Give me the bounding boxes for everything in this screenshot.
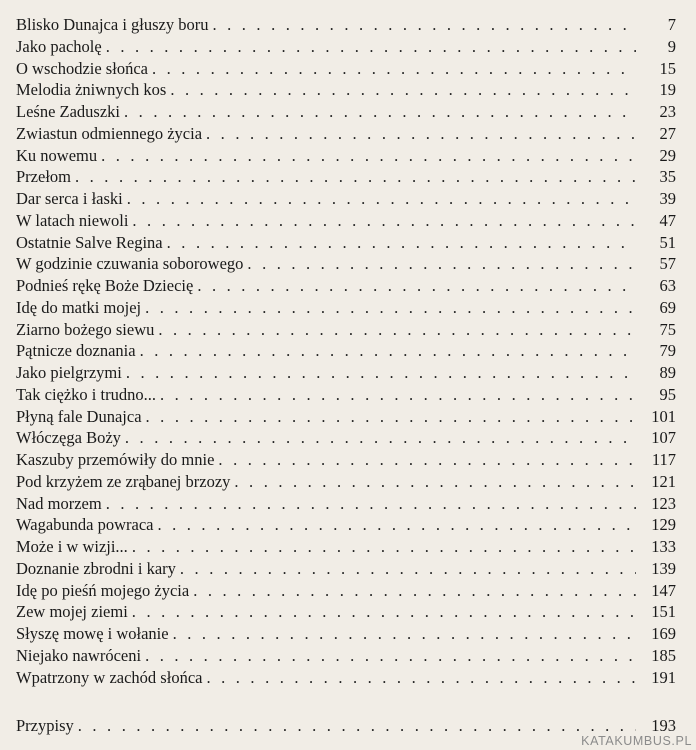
- toc-entry[interactable]: [16, 645, 676, 667]
- toc-entry[interactable]: [16, 471, 676, 493]
- toc-entry-page: 23: [659, 102, 676, 121]
- toc-entry-title: Jako pielgrzymi: [16, 363, 122, 382]
- watermark: KATAKUMBUS.PL: [581, 734, 692, 748]
- toc-entry-title: Leśne Zaduszki: [16, 102, 121, 121]
- dot-leader: [140, 340, 636, 362]
- dot-leader: [157, 514, 636, 536]
- dot-leader: [106, 36, 636, 58]
- toc-entry-page: 51: [659, 232, 676, 252]
- toc-entry-title: Nad morzem: [16, 493, 102, 513]
- dot-leader: [101, 145, 636, 167]
- toc-entry[interactable]: [16, 58, 676, 80]
- dot-leader: [197, 275, 636, 297]
- toc-entry-page: 9: [667, 36, 676, 56]
- toc-entry-footnotes[interactable]: [16, 715, 676, 737]
- toc-entry[interactable]: [16, 493, 676, 515]
- toc-entry[interactable]: [16, 166, 676, 188]
- toc-entry-title: Zew mojej ziemi: [16, 602, 128, 622]
- dot-leader: [106, 493, 636, 515]
- toc-entry-page: 57: [659, 254, 676, 274]
- toc-entry-page: 35: [659, 167, 676, 187]
- toc-entry[interactable]: [16, 601, 676, 623]
- toc-entry-title: Ziarno bożego siewu: [16, 319, 155, 339]
- toc-entry[interactable]: [16, 580, 676, 602]
- toc-entry-page: 107: [651, 428, 676, 448]
- toc-entry[interactable]: [16, 14, 676, 36]
- toc-entries: [16, 14, 676, 688]
- toc-entry[interactable]: [16, 123, 676, 145]
- dot-leader: [145, 297, 636, 319]
- toc-entry[interactable]: [16, 297, 676, 319]
- toc-entry-title: Tak ciężko i trudno...: [16, 384, 156, 404]
- toc-entry-page: 123: [651, 493, 676, 513]
- toc-entry[interactable]: [16, 449, 676, 471]
- dot-leader: [180, 558, 636, 580]
- toc-entry-title: Wagabunda powraca: [16, 515, 154, 535]
- toc-entry[interactable]: [16, 536, 676, 558]
- dot-leader: [247, 253, 636, 275]
- toc-entry-page: 95: [659, 384, 676, 404]
- toc-entry[interactable]: [16, 79, 676, 101]
- toc-entry[interactable]: [16, 558, 676, 580]
- toc-entry[interactable]: [16, 384, 676, 406]
- dot-leader: [218, 449, 636, 471]
- toc-entry-page: 75: [659, 319, 676, 339]
- toc-entry-title: Zwiastun odmiennego życia: [16, 123, 203, 143]
- toc-entry-title: Melodia żniwnych kos: [16, 80, 167, 100]
- dot-leader: [145, 645, 636, 667]
- toc-entry-title: Dar serca i łaski: [16, 189, 123, 208]
- dot-leader: [75, 166, 636, 188]
- toc-entry-title: Pod krzyżem ze zrąbanej brzozy: [16, 471, 231, 491]
- toc-entry-page: 191: [651, 667, 676, 687]
- toc-entry-title: W godzinie czuwania soborowego: [16, 254, 244, 274]
- toc-entry-page: 47: [659, 210, 676, 230]
- toc-entry[interactable]: [16, 514, 676, 536]
- toc-entry-title: Włóczęga Boży: [16, 428, 121, 448]
- dot-leader: [126, 362, 636, 384]
- dot-leader: [132, 210, 636, 232]
- dot-leader: [173, 623, 636, 645]
- dot-leader: [160, 384, 636, 406]
- toc-entry-page: 117: [651, 450, 676, 469]
- toc-entry[interactable]: [16, 232, 676, 254]
- dot-leader: [125, 427, 636, 449]
- toc-entry-page: 193: [651, 716, 676, 736]
- toc-entry-page: 129: [651, 515, 676, 535]
- toc-entry-page: 79: [659, 341, 676, 361]
- toc-entry[interactable]: [16, 623, 676, 645]
- toc-entry[interactable]: [16, 253, 676, 275]
- toc-entry-title: Słyszę mowę i wołanie: [16, 624, 169, 643]
- toc-entry-title: Blisko Dunajca i głuszy boru: [16, 15, 209, 34]
- toc-entry-title: Niejako nawróceni: [16, 645, 142, 665]
- toc-entry-page: 133: [651, 537, 676, 556]
- toc-entry[interactable]: [16, 319, 676, 341]
- toc-entry-page: 139: [651, 558, 676, 578]
- toc-entry[interactable]: [16, 340, 676, 362]
- dot-leader: [212, 14, 636, 36]
- dot-leader: [193, 580, 636, 602]
- dot-leader: [206, 667, 636, 689]
- toc-entry-title: Przypisy: [16, 716, 74, 736]
- toc-entry-page: 15: [659, 58, 676, 78]
- toc-entry-title: W latach niewoli: [16, 210, 129, 230]
- toc-entry-title: Może i w wizji...: [16, 537, 128, 556]
- toc-entry[interactable]: [16, 210, 676, 232]
- dot-leader: [206, 123, 636, 145]
- toc-entry-title: Idę po pieśń mojego życia: [16, 580, 190, 600]
- toc-entry-title: Idę do matki mojej: [16, 297, 142, 317]
- dot-leader: [78, 715, 636, 737]
- toc-entry-page: 101: [651, 406, 676, 426]
- toc-separator: [16, 688, 676, 715]
- dot-leader: [152, 58, 636, 80]
- toc-entry-page: 7: [667, 15, 676, 34]
- toc-entry-title: Kaszuby przemówiły do mnie: [16, 450, 215, 469]
- toc-entry-title: Przełom: [16, 167, 71, 187]
- toc-entry[interactable]: [16, 101, 676, 123]
- dot-leader: [158, 319, 636, 341]
- toc-entry-page: 19: [659, 80, 676, 100]
- toc-entry-page: 89: [659, 363, 676, 382]
- toc-entry-title: Ostatnie Salve Regina: [16, 232, 163, 252]
- toc-entry[interactable]: [16, 36, 676, 58]
- dot-leader: [167, 232, 636, 254]
- toc-entry-title: Wpatrzony w zachód słońca: [16, 667, 203, 687]
- toc-entry-title: Jako pacholę: [16, 36, 102, 56]
- toc-entry-title: Podnieś rękę Boże Dziecię: [16, 276, 194, 295]
- toc-entry-page: 169: [651, 624, 676, 643]
- toc-entry-page: 147: [651, 580, 676, 600]
- toc-entry-page: 121: [651, 471, 676, 491]
- dot-leader: [132, 536, 636, 558]
- toc-entry-page: 63: [659, 276, 676, 295]
- toc-entry[interactable]: [16, 188, 676, 210]
- toc-entry-page: 69: [659, 297, 676, 317]
- dot-leader: [234, 471, 636, 493]
- toc-entry[interactable]: [16, 275, 676, 297]
- toc-entry-page: 29: [659, 145, 676, 165]
- dot-leader: [132, 601, 636, 623]
- toc-entry[interactable]: [16, 406, 676, 428]
- dot-leader: [124, 101, 636, 123]
- toc-entry-title: Pątnicze doznania: [16, 341, 136, 361]
- toc-entry[interactable]: [16, 427, 676, 449]
- toc-entry-page: 185: [651, 645, 676, 665]
- toc-entry-title: Doznanie zbrodni i kary: [16, 558, 176, 578]
- table-of-contents: [16, 14, 676, 737]
- dot-leader: [170, 79, 636, 101]
- toc-entry[interactable]: [16, 145, 676, 167]
- dot-leader: [146, 406, 636, 428]
- toc-entry-page: 27: [659, 123, 676, 143]
- toc-entry-title: Ku nowemu: [16, 145, 98, 165]
- toc-entry-page: 151: [651, 602, 676, 622]
- toc-entry-page: 39: [659, 189, 676, 208]
- toc-entry[interactable]: [16, 667, 676, 689]
- toc-entry-title: Płyną fale Dunajca: [16, 406, 142, 426]
- toc-entry-title: O wschodzie słońca: [16, 58, 148, 78]
- dot-leader: [127, 188, 636, 210]
- toc-entry[interactable]: [16, 362, 676, 384]
